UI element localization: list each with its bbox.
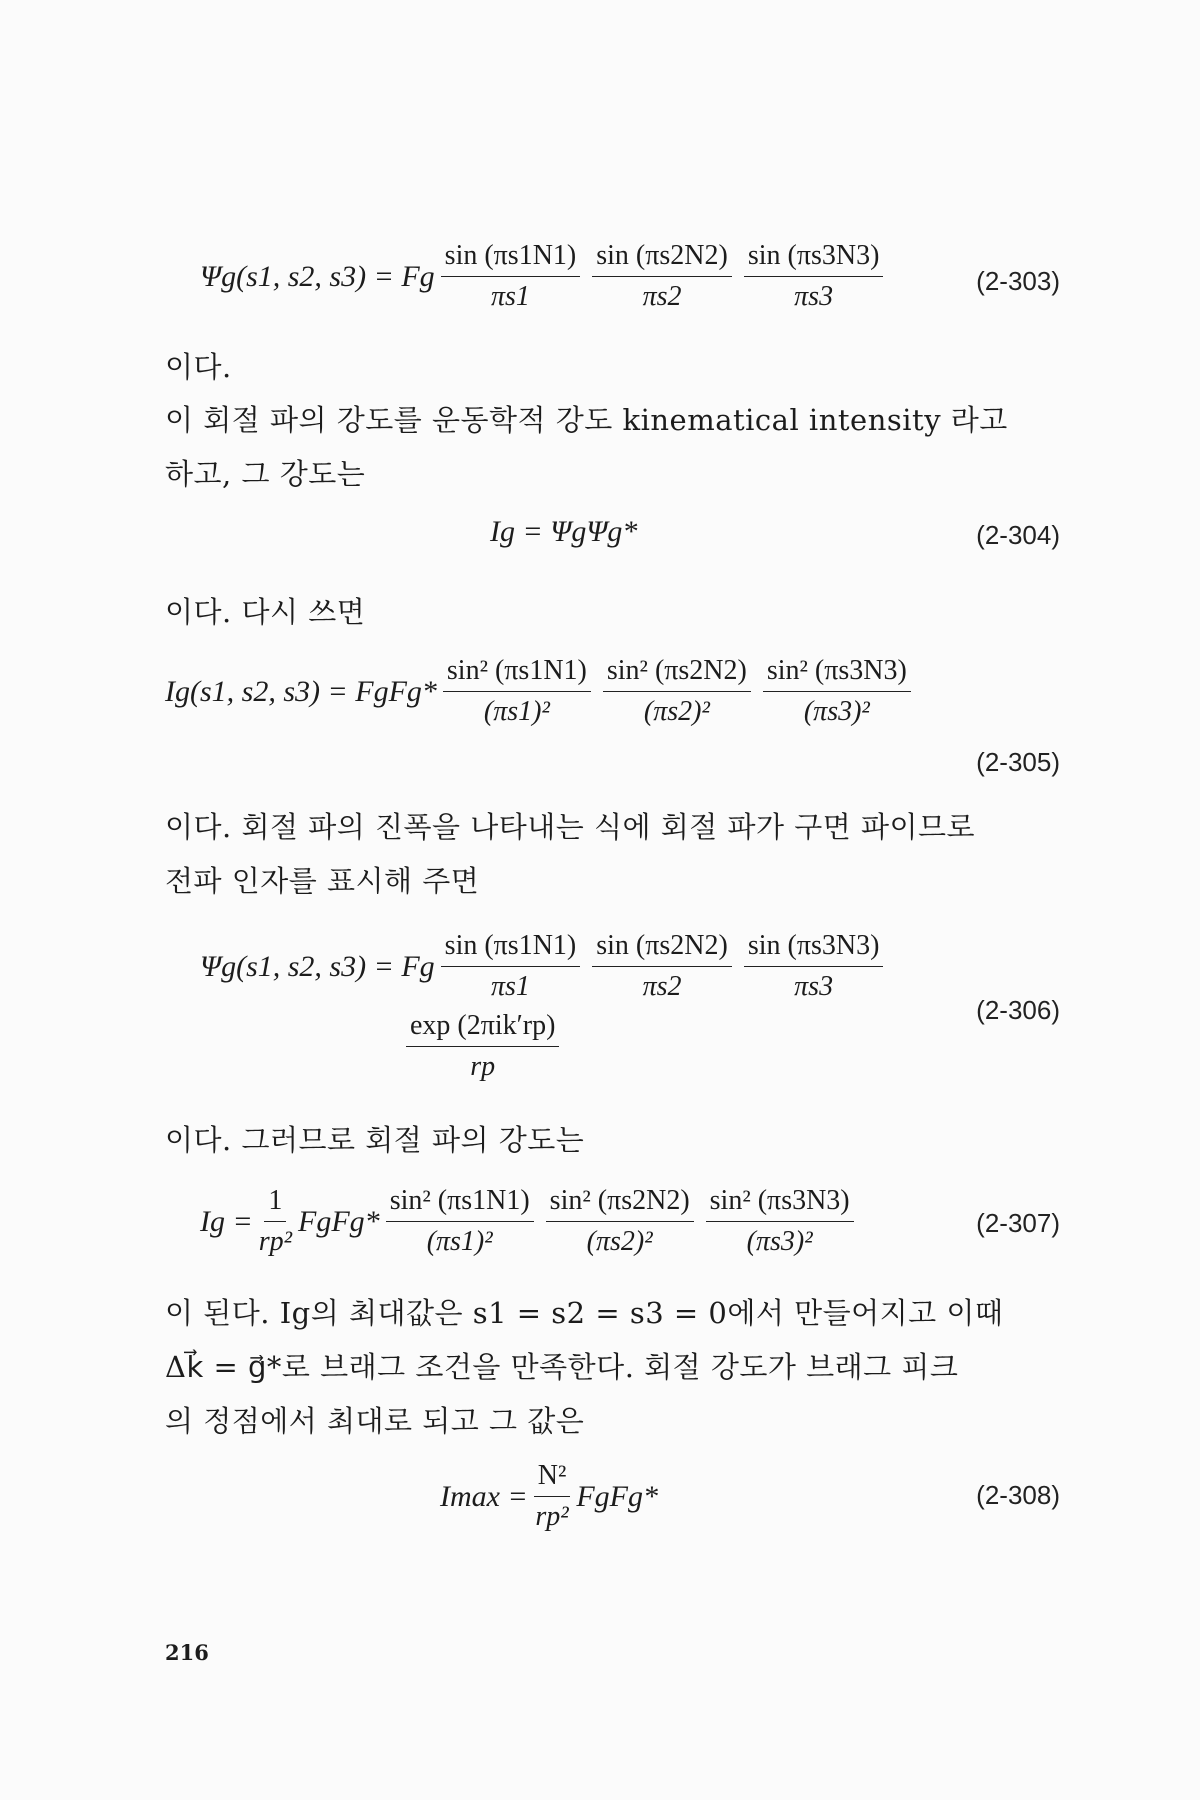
paragraph-4-line-1: 이다. 회절 파의 진폭을 나타내는 식에 회절 파가 구면 파이므로 xyxy=(165,810,976,844)
equation-2-307 xyxy=(200,1185,860,1258)
eq303-fraction-2: $\frac{\sin (\pi s2N2)}{\pi s2}$ xyxy=(592,240,732,313)
eq307-fraction-0: $\frac{1}{\text{rp²}}$ xyxy=(258,1185,293,1257)
eq308-lhs: Imax = xyxy=(440,1479,528,1513)
eq305-number: (2-305) xyxy=(976,747,1060,777)
eq304-expression: Ig = ΨgΨg* xyxy=(490,515,638,548)
eq303-lhs: Ψg(s1, s2, s3) = Fg xyxy=(200,259,435,293)
paragraph-2-line-1: 이 회절 파의 강도를 운동학적 강도 kinematical intensity 라고 xyxy=(165,403,1008,437)
eq307-fraction-1: $\frac{\text{sin² (πs1N1)}}{\text{(πs1)²}}$ xyxy=(386,1185,534,1258)
paragraph-3: 이다. 다시 쓰면 xyxy=(165,595,366,629)
equation-2-305 xyxy=(165,655,917,728)
paragraph-5: 이다. 그러므로 회절 파의 강도는 xyxy=(165,1123,585,1157)
eq306-fraction-4: $\frac{\text{exp (2πik′rp)}}{rp}$ xyxy=(406,1010,559,1083)
eq308-rhs: FgFg* xyxy=(576,1479,658,1513)
eq305-fraction-1: $\frac{\text{sin² (πs1N1)}}{\text{(πs1)²}}$ xyxy=(443,655,591,728)
eq306-fraction-2: $\frac{\sin (\pi s2N2)}{\pi s2}$ xyxy=(592,930,732,1003)
eq303-fraction-3: $\frac{\sin (\pi s3N3)}{\pi s3}$ xyxy=(744,240,884,313)
eq307-lhs: Ig = xyxy=(200,1204,253,1238)
paragraph-4-line-2: 전파 인자를 표시해 주면 xyxy=(165,864,480,898)
eq304-number: (2-304) xyxy=(976,520,1060,550)
paragraph-6-line-3: 의 정점에서 최대로 되고 그 값은 xyxy=(165,1404,585,1438)
paragraph-1: 이다. xyxy=(165,350,232,384)
eq306-lhs: Ψg(s1, s2, s3) = Fg xyxy=(200,949,435,983)
eq306-fraction-3: $\frac{\sin (\pi s3N3)}{\pi s3}$ xyxy=(744,930,884,1003)
eq305-lhs: Ig(s1, s2, s3) = FgFg* xyxy=(165,674,437,708)
eq303-fraction-1: $\frac{\sin (\pi s1N1)}{\pi s1}$ xyxy=(441,240,581,313)
eq308-fraction: $\frac{\text{N²}}{\text{rp²}}$ xyxy=(535,1460,569,1532)
eq305-fraction-3: $\frac{\text{sin² (πs3N3)}}{\text{(πs3)²}}$ xyxy=(763,655,911,728)
eq308-number: (2-308) xyxy=(976,1480,1060,1510)
page-number: 216 xyxy=(165,1640,209,1665)
eq307-number: (2-307) xyxy=(976,1208,1060,1238)
equation-2-303 xyxy=(200,240,889,313)
equation-2-304 xyxy=(490,515,637,549)
eq307-fraction-3: $\frac{\text{sin² (πs3N3)}}{\text{(πs3)²}}$ xyxy=(706,1185,854,1258)
eq306-number: (2-306) xyxy=(976,995,1060,1025)
equation-2-308 xyxy=(440,1460,658,1533)
paragraph-6-line-1: 이 된다. Ig의 최대값은 s1 = s2 = s3 = 0에서 만들어지고 이때 xyxy=(165,1296,1004,1330)
paragraph-6-line-2: Δk⃗ = g⃗*로 브래그 조건을 만족한다. 회절 강도가 브래그 피크 xyxy=(165,1350,959,1384)
equation-2-306-row-2 xyxy=(400,1010,565,1083)
eq305-fraction-2: $\frac{\text{sin² (πs2N2)}}{\text{(πs2)²}}$ xyxy=(603,655,751,728)
eq306-fraction-1: $\frac{\sin (\pi s1N1)}{\pi s1}$ xyxy=(441,930,581,1003)
eq303-number: (2-303) xyxy=(976,266,1060,296)
paragraph-2-line-2: 하고, 그 강도는 xyxy=(165,457,366,491)
eq307-fraction-2: $\frac{\text{sin² (πs2N2)}}{\text{(πs2)²}}$ xyxy=(546,1185,694,1258)
eq307-mid: FgFg* xyxy=(298,1204,380,1238)
equation-2-306-row-1 xyxy=(200,930,889,1003)
